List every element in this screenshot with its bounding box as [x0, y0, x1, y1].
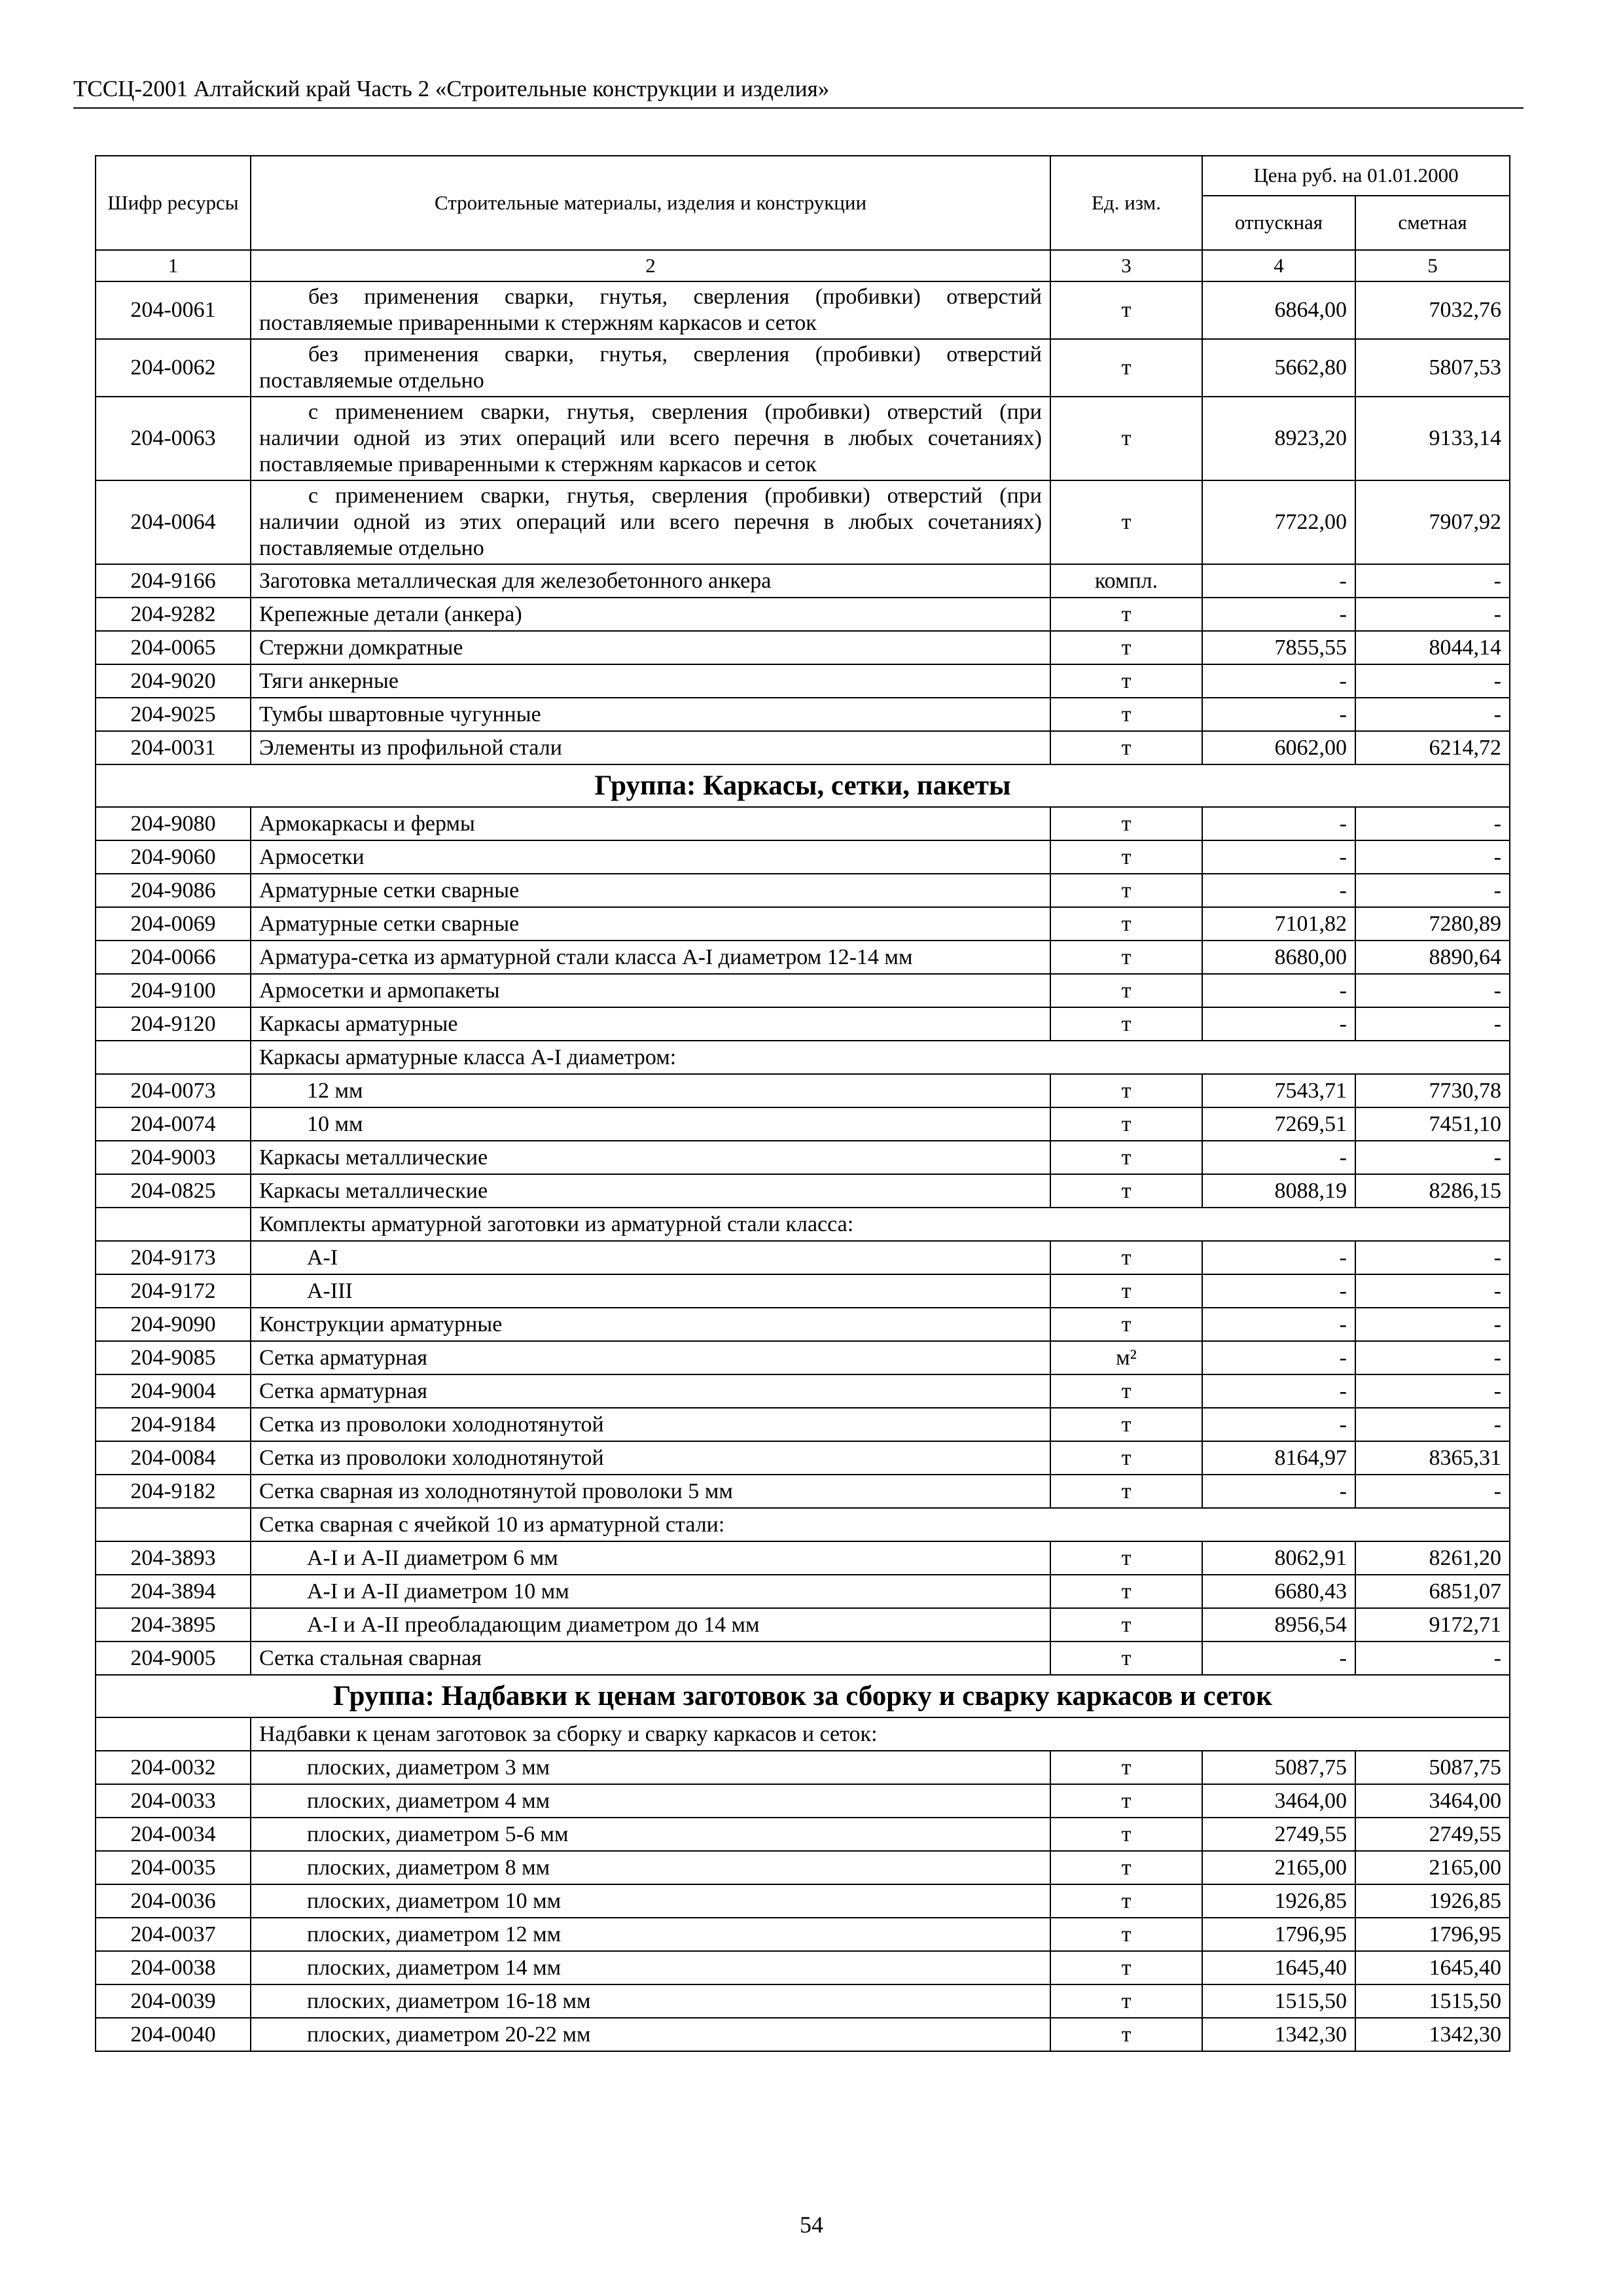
- cell-price-release: 5662,80: [1202, 339, 1355, 397]
- table-row: [96, 1441, 1510, 1475]
- cell-unit: т: [1050, 1818, 1202, 1851]
- table-row: [96, 281, 1510, 339]
- cell-price-release: -: [1202, 598, 1355, 631]
- col-number: 5: [1355, 250, 1510, 281]
- table-row: [96, 807, 1510, 840]
- cell-price-release: -: [1202, 1341, 1355, 1374]
- cell-price-estimate: -: [1355, 1475, 1510, 1508]
- cell-price-estimate: 6214,72: [1355, 731, 1510, 764]
- cell-price-estimate: 5087,75: [1355, 1751, 1510, 1784]
- cell-code: 204-0034: [96, 1818, 251, 1851]
- cell-price-release: 7855,55: [1202, 631, 1355, 664]
- col-number: 4: [1202, 250, 1355, 281]
- cell-price-estimate: -: [1355, 1341, 1510, 1374]
- table-row: [96, 698, 1510, 731]
- cell-price-release: -: [1202, 807, 1355, 840]
- cell-price-release: 7269,51: [1202, 1107, 1355, 1141]
- cell-name: с применением сварки, гнутья, сверления (пробивки) отверстий (при наличии одной из этих операций или всего перечня в любых сочетаниях) поставляемые приваренными к стержням каркасов и сеток: [251, 397, 1050, 480]
- cell-code: 204-9086: [96, 874, 251, 907]
- cell-code: 204-0065: [96, 631, 251, 664]
- cell-unit: т: [1050, 1074, 1202, 1107]
- cell-unit: т: [1050, 598, 1202, 631]
- cell-unit: т: [1050, 1984, 1202, 2018]
- cell-price-estimate: 9133,14: [1355, 397, 1510, 480]
- col-header-name: Строительные материалы, изделия и конструкции: [251, 156, 1050, 250]
- cell-code: 204-3894: [96, 1575, 251, 1608]
- cell-code: 204-0037: [96, 1918, 251, 1951]
- group-header-row: [96, 764, 1510, 807]
- table-row: [96, 664, 1510, 698]
- cell-price-estimate: 5807,53: [1355, 339, 1510, 397]
- cell-code: 204-0036: [96, 1884, 251, 1918]
- cell-code: 204-0040: [96, 2018, 251, 2051]
- table-row: [96, 1141, 1510, 1174]
- cell-price-release: -: [1202, 1408, 1355, 1441]
- table-row: [96, 1608, 1510, 1641]
- cell-name: Сетка из проволоки холоднотянутой: [251, 1441, 1050, 1475]
- table-row: [96, 1475, 1510, 1508]
- subheader-text: Комплекты арматурной заготовки из арматурной стали класса:: [251, 1208, 1510, 1241]
- table-row: [96, 1074, 1510, 1107]
- cell-unit: т: [1050, 1308, 1202, 1341]
- cell-code: 204-9003: [96, 1141, 251, 1174]
- cell-price-release: -: [1202, 664, 1355, 698]
- table-row: [96, 631, 1510, 664]
- cell-name: А-I и А-II преобладающим диаметром до 14 мм: [251, 1608, 1050, 1641]
- table-row: [96, 1374, 1510, 1408]
- cell-code: 204-0064: [96, 480, 251, 564]
- cell-code: 204-9085: [96, 1341, 251, 1374]
- cell-price-release: 7543,71: [1202, 1074, 1355, 1107]
- cell-price-release: 7101,82: [1202, 907, 1355, 941]
- cell-code: 204-3895: [96, 1608, 251, 1641]
- table-row: [96, 1274, 1510, 1308]
- cell-price-release: 8164,97: [1202, 1441, 1355, 1475]
- cell-name: Армокаркасы и фермы: [251, 807, 1050, 840]
- cell-price-release: 6864,00: [1202, 281, 1355, 339]
- table-row: [96, 1851, 1510, 1884]
- cell-price-estimate: 7280,89: [1355, 907, 1510, 941]
- cell-code: 204-9120: [96, 1007, 251, 1041]
- subheader-row: [96, 1717, 1510, 1751]
- table-row: [96, 1174, 1510, 1208]
- cell-price-release: -: [1202, 698, 1355, 731]
- cell-price-release: 8680,00: [1202, 941, 1355, 974]
- cell-price-release: -: [1202, 874, 1355, 907]
- cell-name: А-I: [251, 1241, 1050, 1274]
- cell-price-release: -: [1202, 1308, 1355, 1341]
- cell-code: 204-0035: [96, 1851, 251, 1884]
- col-number: 2: [251, 250, 1050, 281]
- table-row: [96, 974, 1510, 1007]
- cell-name: 12 мм: [251, 1074, 1050, 1107]
- cell-code: 204-9004: [96, 1374, 251, 1408]
- table-row: [96, 1641, 1510, 1675]
- cell-code-empty: [96, 1208, 251, 1241]
- cell-code: 204-9025: [96, 698, 251, 731]
- page-header: ТССЦ-2001 Алтайский край Часть 2 «Строительные конструкции и изделия»: [73, 71, 1524, 109]
- cell-unit: т: [1050, 840, 1202, 874]
- table-row: [96, 598, 1510, 631]
- table-row: [96, 1408, 1510, 1441]
- cell-price-estimate: -: [1355, 807, 1510, 840]
- col-number: 1: [96, 250, 251, 281]
- cell-price-release: -: [1202, 974, 1355, 1007]
- cell-name: плоских, диаметром 14 мм: [251, 1951, 1050, 1984]
- cell-code: 204-9100: [96, 974, 251, 1007]
- cell-code: 204-0062: [96, 339, 251, 397]
- cell-price-estimate: -: [1355, 698, 1510, 731]
- cell-code: 204-0066: [96, 941, 251, 974]
- cell-unit: т: [1050, 731, 1202, 764]
- subheader-text: Каркасы арматурные класса А-I диаметром:: [251, 1041, 1510, 1074]
- cell-price-release: 8088,19: [1202, 1174, 1355, 1208]
- cell-unit: т: [1050, 480, 1202, 564]
- cell-price-release: -: [1202, 564, 1355, 598]
- cell-name: Крепежные детали (анкера): [251, 598, 1050, 631]
- cell-code: 204-9060: [96, 840, 251, 874]
- table-row: [96, 840, 1510, 874]
- cell-name: Арматура-сетка из арматурной стали класса А-I диаметром 12-14 мм: [251, 941, 1050, 974]
- cell-price-estimate: 8890,64: [1355, 941, 1510, 974]
- cell-unit: т: [1050, 1851, 1202, 1884]
- cell-unit: т: [1050, 1274, 1202, 1308]
- cell-price-release: 1796,95: [1202, 1918, 1355, 1951]
- cell-code: 204-0033: [96, 1784, 251, 1818]
- cell-unit: т: [1050, 1641, 1202, 1675]
- cell-code: 204-0825: [96, 1174, 251, 1208]
- subheader-row: [96, 1508, 1510, 1541]
- cell-unit: т: [1050, 1784, 1202, 1818]
- cell-name: А-I и А-II диаметром 10 мм: [251, 1575, 1050, 1608]
- table-row: [96, 564, 1510, 598]
- cell-price-estimate: 1342,30: [1355, 2018, 1510, 2051]
- table-row: [96, 1784, 1510, 1818]
- table-row: [96, 339, 1510, 397]
- cell-price-release: 7722,00: [1202, 480, 1355, 564]
- cell-price-release: 1926,85: [1202, 1884, 1355, 1918]
- cell-price-release: 2165,00: [1202, 1851, 1355, 1884]
- cell-price-estimate: 7032,76: [1355, 281, 1510, 339]
- col-header-estimate: сметная: [1355, 196, 1510, 250]
- subheader-text: Надбавки к ценам заготовок за сборку и сварку каркасов и сеток:: [251, 1717, 1510, 1751]
- cell-unit: т: [1050, 281, 1202, 339]
- cell-price-release: -: [1202, 1274, 1355, 1308]
- cell-price-estimate: -: [1355, 1007, 1510, 1041]
- cell-price-estimate: 1926,85: [1355, 1884, 1510, 1918]
- cell-name: плоских, диаметром 16-18 мм: [251, 1984, 1050, 2018]
- table-row: [96, 2018, 1510, 2051]
- cell-unit: т: [1050, 1751, 1202, 1784]
- cell-code-empty: [96, 1508, 251, 1541]
- cell-price-estimate: 9172,71: [1355, 1608, 1510, 1641]
- cell-unit: т: [1050, 664, 1202, 698]
- cell-unit: т: [1050, 1241, 1202, 1274]
- cell-name: плоских, диаметром 5-6 мм: [251, 1818, 1050, 1851]
- cell-price-release: 6680,43: [1202, 1575, 1355, 1608]
- cell-unit: т: [1050, 1441, 1202, 1475]
- cell-price-release: 1515,50: [1202, 1984, 1355, 2018]
- cell-price-estimate: -: [1355, 1308, 1510, 1341]
- cell-price-estimate: -: [1355, 974, 1510, 1007]
- cell-name: Заготовка металлическая для железобетонного анкера: [251, 564, 1050, 598]
- cell-unit: т: [1050, 1884, 1202, 1918]
- cell-price-estimate: -: [1355, 874, 1510, 907]
- cell-unit: т: [1050, 1174, 1202, 1208]
- table-header-row: [96, 156, 1510, 196]
- table-row: [96, 1984, 1510, 2018]
- cell-price-release: 1342,30: [1202, 2018, 1355, 2051]
- cell-name: без применения сварки, гнутья, сверления (пробивки) отверстий поставляемые отдельно: [251, 339, 1050, 397]
- col-header-price-group: Цена руб. на 01.01.2000: [1202, 156, 1510, 196]
- table-row: [96, 1818, 1510, 1851]
- cell-price-release: 8062,91: [1202, 1541, 1355, 1575]
- cell-price-estimate: -: [1355, 664, 1510, 698]
- cell-name: Элементы из профильной стали: [251, 731, 1050, 764]
- table-row: [96, 1951, 1510, 1984]
- cell-name: Сетка арматурная: [251, 1341, 1050, 1374]
- cell-price-estimate: -: [1355, 564, 1510, 598]
- cell-name: 10 мм: [251, 1107, 1050, 1141]
- cell-code: 204-0031: [96, 731, 251, 764]
- cell-name: плоских, диаметром 8 мм: [251, 1851, 1050, 1884]
- cell-code: 204-0069: [96, 907, 251, 941]
- cell-name: Армосетки и армопакеты: [251, 974, 1050, 1007]
- group-header-row: [96, 1675, 1510, 1717]
- col-header-code: Шифр ресурсы: [96, 156, 251, 250]
- cell-price-estimate: 8044,14: [1355, 631, 1510, 664]
- cell-unit: т: [1050, 2018, 1202, 2051]
- cell-price-release: -: [1202, 1141, 1355, 1174]
- cell-name: Стержни домкратные: [251, 631, 1050, 664]
- cell-price-estimate: 6851,07: [1355, 1575, 1510, 1608]
- cell-price-estimate: 1645,40: [1355, 1951, 1510, 1984]
- cell-code: 204-9020: [96, 664, 251, 698]
- group-title: Группа: Надбавки к ценам заготовок за сборку и сварку каркасов и сеток: [96, 1675, 1510, 1717]
- subheader-row: [96, 1041, 1510, 1074]
- table-row: [96, 1751, 1510, 1784]
- cell-price-release: 1645,40: [1202, 1951, 1355, 1984]
- cell-code: 204-9282: [96, 598, 251, 631]
- cell-unit: т: [1050, 807, 1202, 840]
- cell-name: плоских, диаметром 10 мм: [251, 1884, 1050, 1918]
- table-row: [96, 907, 1510, 941]
- table-body: [96, 281, 1510, 2051]
- cell-unit: т: [1050, 1374, 1202, 1408]
- cell-code: 204-0074: [96, 1107, 251, 1141]
- table-row: [96, 1541, 1510, 1575]
- cell-code: 204-0084: [96, 1441, 251, 1475]
- cell-price-release: -: [1202, 840, 1355, 874]
- cell-price-estimate: 7907,92: [1355, 480, 1510, 564]
- table-row: [96, 480, 1510, 564]
- cell-price-estimate: 7730,78: [1355, 1074, 1510, 1107]
- cell-unit: т: [1050, 631, 1202, 664]
- cell-code-empty: [96, 1717, 251, 1751]
- cell-unit: т: [1050, 1918, 1202, 1951]
- cell-price-release: 8923,20: [1202, 397, 1355, 480]
- cell-name: Каркасы металлические: [251, 1141, 1050, 1174]
- cell-price-estimate: -: [1355, 1274, 1510, 1308]
- table-row: [96, 731, 1510, 764]
- cell-price-estimate: -: [1355, 840, 1510, 874]
- cell-name: Каркасы арматурные: [251, 1007, 1050, 1041]
- cell-unit: т: [1050, 941, 1202, 974]
- cell-name: плоских, диаметром 12 мм: [251, 1918, 1050, 1951]
- cell-name: без применения сварки, гнутья, сверления (пробивки) отверстий поставляемые приваренными к стержням каркасов и сеток: [251, 281, 1050, 339]
- cell-unit: т: [1050, 339, 1202, 397]
- cell-name: Тумбы швартовные чугунные: [251, 698, 1050, 731]
- cell-code: 204-0063: [96, 397, 251, 480]
- cell-price-estimate: 2749,55: [1355, 1818, 1510, 1851]
- cell-code: 204-9182: [96, 1475, 251, 1508]
- table-row: [96, 1308, 1510, 1341]
- table-row: [96, 1107, 1510, 1141]
- cell-name: Каркасы металлические: [251, 1174, 1050, 1208]
- table-row: [96, 941, 1510, 974]
- cell-unit: т: [1050, 1007, 1202, 1041]
- cell-code: 204-9166: [96, 564, 251, 598]
- cell-price-release: 3464,00: [1202, 1784, 1355, 1818]
- price-table: [95, 155, 1510, 2052]
- cell-name: Тяги анкерные: [251, 664, 1050, 698]
- cell-name: плоских, диаметром 20-22 мм: [251, 2018, 1050, 2051]
- cell-price-release: 8956,54: [1202, 1608, 1355, 1641]
- cell-name: Сетка стальная сварная: [251, 1641, 1050, 1675]
- cell-unit: т: [1050, 907, 1202, 941]
- cell-price-estimate: 2165,00: [1355, 1851, 1510, 1884]
- subheader-text: Сетка сварная с ячейкой 10 из арматурной стали:: [251, 1508, 1510, 1541]
- cell-price-estimate: -: [1355, 598, 1510, 631]
- cell-unit: т: [1050, 1575, 1202, 1608]
- cell-price-release: -: [1202, 1475, 1355, 1508]
- cell-price-estimate: -: [1355, 1241, 1510, 1274]
- cell-price-estimate: 8365,31: [1355, 1441, 1510, 1475]
- cell-code: 204-9090: [96, 1308, 251, 1341]
- cell-name: Арматурные сетки сварные: [251, 874, 1050, 907]
- cell-code-empty: [96, 1041, 251, 1074]
- table-row: [96, 397, 1510, 480]
- cell-price-estimate: 1515,50: [1355, 1984, 1510, 2018]
- column-number-row: [96, 250, 1510, 281]
- cell-unit: т: [1050, 1475, 1202, 1508]
- cell-code: 204-0073: [96, 1074, 251, 1107]
- cell-code: 204-0061: [96, 281, 251, 339]
- cell-code: 204-3893: [96, 1541, 251, 1575]
- cell-name: Армосетки: [251, 840, 1050, 874]
- table-row: [96, 1241, 1510, 1274]
- cell-code: 204-9173: [96, 1241, 251, 1274]
- cell-code: 204-9184: [96, 1408, 251, 1441]
- cell-name: Сетка из проволоки холоднотянутой: [251, 1408, 1050, 1441]
- cell-name: с применением сварки, гнутья, сверления (пробивки) отверстий (при наличии одной из этих операций или всего перечня в любых сочетаниях) поставляемые отдельно: [251, 480, 1050, 564]
- cell-unit: т: [1050, 698, 1202, 731]
- cell-unit: т: [1050, 397, 1202, 480]
- cell-unit: т: [1050, 1608, 1202, 1641]
- cell-code: 204-0038: [96, 1951, 251, 1984]
- page-number: 54: [800, 2212, 823, 2238]
- table-row: [96, 1007, 1510, 1041]
- cell-price-release: 5087,75: [1202, 1751, 1355, 1784]
- cell-unit: м²: [1050, 1341, 1202, 1374]
- cell-unit: т: [1050, 1541, 1202, 1575]
- cell-name: Сетка сварная из холоднотянутой проволоки 5 мм: [251, 1475, 1050, 1508]
- group-title: Группа: Каркасы, сетки, пакеты: [96, 764, 1510, 807]
- cell-price-estimate: 1796,95: [1355, 1918, 1510, 1951]
- cell-code: 204-0039: [96, 1984, 251, 2018]
- cell-unit: т: [1050, 974, 1202, 1007]
- table-row: [96, 874, 1510, 907]
- cell-price-release: 6062,00: [1202, 731, 1355, 764]
- cell-name: Конструкции арматурные: [251, 1308, 1050, 1341]
- cell-unit: т: [1050, 1141, 1202, 1174]
- cell-unit: т: [1050, 1107, 1202, 1141]
- cell-price-estimate: 8261,20: [1355, 1541, 1510, 1575]
- cell-price-release: -: [1202, 1241, 1355, 1274]
- cell-price-estimate: -: [1355, 1641, 1510, 1675]
- table-row: [96, 1341, 1510, 1374]
- cell-name: Арматурные сетки сварные: [251, 907, 1050, 941]
- cell-name: плоских, диаметром 3 мм: [251, 1751, 1050, 1784]
- cell-price-estimate: 8286,15: [1355, 1174, 1510, 1208]
- table-row: [96, 1575, 1510, 1608]
- cell-code: 204-9172: [96, 1274, 251, 1308]
- cell-price-estimate: -: [1355, 1408, 1510, 1441]
- cell-code: 204-0032: [96, 1751, 251, 1784]
- cell-name: А-III: [251, 1274, 1050, 1308]
- cell-unit: т: [1050, 1408, 1202, 1441]
- cell-code: 204-9080: [96, 807, 251, 840]
- table-row: [96, 1884, 1510, 1918]
- cell-unit: т: [1050, 1951, 1202, 1984]
- subheader-row: [96, 1208, 1510, 1241]
- cell-name: А-I и А-II диаметром 6 мм: [251, 1541, 1050, 1575]
- col-header-release: отпускная: [1202, 196, 1355, 250]
- cell-price-release: -: [1202, 1641, 1355, 1675]
- table-row: [96, 1918, 1510, 1951]
- cell-price-estimate: 7451,10: [1355, 1107, 1510, 1141]
- cell-price-release: -: [1202, 1374, 1355, 1408]
- cell-price-estimate: -: [1355, 1374, 1510, 1408]
- cell-code: 204-9005: [96, 1641, 251, 1675]
- col-number: 3: [1050, 250, 1202, 281]
- cell-price-release: 2749,55: [1202, 1818, 1355, 1851]
- cell-unit: т: [1050, 874, 1202, 907]
- cell-name: Сетка арматурная: [251, 1374, 1050, 1408]
- cell-price-estimate: -: [1355, 1141, 1510, 1174]
- col-header-unit: Ед. изм.: [1050, 156, 1202, 250]
- cell-unit: компл.: [1050, 564, 1202, 598]
- cell-price-release: -: [1202, 1007, 1355, 1041]
- cell-price-estimate: 3464,00: [1355, 1784, 1510, 1818]
- cell-name: плоских, диаметром 4 мм: [251, 1784, 1050, 1818]
